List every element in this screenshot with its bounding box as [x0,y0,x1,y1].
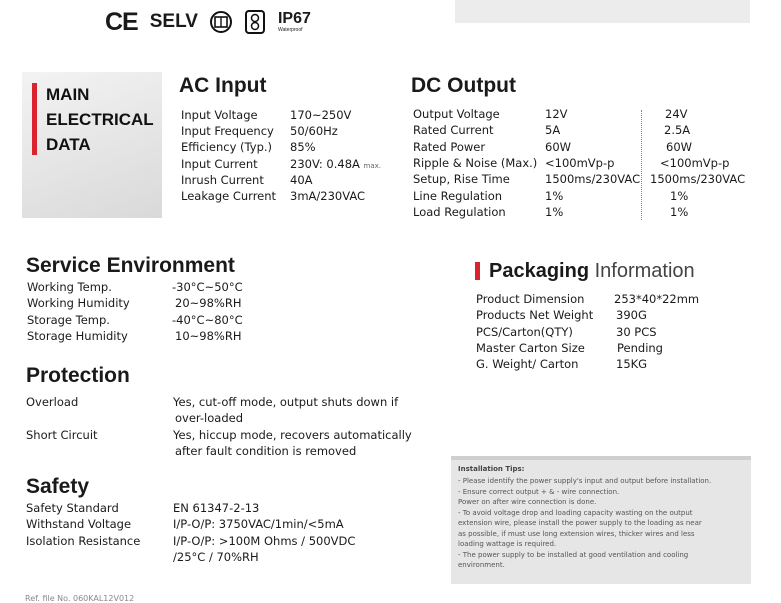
env-row-value: -40°C~80°C [172,313,243,327]
pkg-row-value: 15KG [616,357,648,371]
reference-file-number: Ref. file No. 060KAL12V012 [25,594,135,603]
ac-row-label: Input Frequency [181,124,274,138]
installation-tips-box [451,456,751,584]
protection-row-label: Overload [26,395,79,409]
ac-row-note: max. [363,162,382,170]
ip-rating-sub: Waterproof [277,27,303,33]
pkg-row-value: 253*40*22mm [614,292,700,306]
pkg-row-value: 30 PCS [616,325,657,339]
dc-row-value-12v: 1% [545,189,564,203]
packaging-title-light: Information [594,260,695,282]
dc-row-value-24v: 2.5A [664,123,691,137]
dc-row-label: Ripple & Noise (Max.) [413,156,538,170]
dc-row-label: Load Regulation [413,205,506,219]
main-box-line: ELECTRICAL [46,110,154,129]
safety-row-value: I/P-O/P: 3750VAC/1min/<5mA [173,517,344,531]
dc-row-value-24v: 24V [665,107,688,121]
dc-row-value-12v: 1% [545,205,564,219]
main-electrical-data-box [22,72,162,218]
selv-mark: SELV [149,11,198,32]
ac-row-value: 50/60Hz [290,124,338,138]
safety-row-value: EN 61347-2-13 [173,501,260,515]
tips-line: environment. [458,561,505,569]
dc-row-value-12v: 60W [545,140,572,154]
dc-row-value-24v: 60W [666,140,693,154]
tips-line: - Please identify the power supply's input and output before installation. [458,477,712,485]
ac-input-title: AC Input [179,74,267,97]
dc-row-label: Rated Current [413,123,494,137]
env-row-label: Working Temp. [27,280,112,294]
pkg-row-label: Product Dimension [476,292,585,306]
dc-row-value-24v: 1% [670,205,689,219]
dc-row-value-24v: 1500ms/230VAC [650,172,746,186]
dc-row-value-24v: <100mVp-p [660,156,730,170]
ac-row-label: Leakage Current [181,189,277,203]
packaging-title [489,260,695,283]
dc-row-value-12v: <100mVp-p [545,156,615,170]
dc-row-label: Output Voltage [413,107,500,121]
tips-line: as possible, if must use long extension wires, thicker wires and less [458,530,695,538]
ac-row-label: Input Current [181,157,258,171]
pkg-row-label: Products Net Weight [476,308,594,322]
dc-row-label: Line Regulation [413,189,503,203]
pkg-row-label: G. Weight/ Carton [476,357,579,371]
certification-marks [105,8,311,36]
ac-row-value: 85% [290,140,316,154]
ip-rating-value: IP67 [277,10,311,27]
dc-row-value-12v: 12V [545,107,568,121]
env-row-label: Working Humidity [27,296,130,310]
pkg-row-label: Master Carton Size [476,341,585,355]
safety-row-label: Withstand Voltage [26,517,132,531]
env-row-value: 20~98%RH [175,296,242,310]
tips-line: Power on after wire connection is done. [458,498,597,506]
env-row-label: Storage Temp. [27,313,110,327]
tips-line: loading wattage is required. [458,540,557,548]
pkg-row-value: Pending [617,341,663,355]
top-grey-box [455,0,750,23]
main-box-title [46,82,154,157]
pkg-row-label: PCS/Carton(QTY) [476,325,573,339]
dc-row-label: Rated Power [413,140,486,154]
ip-rating [278,11,311,33]
dc-column-divider [641,110,642,220]
packaging-title-bold: Packaging [489,260,590,282]
protection-title: Protection [26,364,130,387]
main-box-line: DATA [46,135,91,154]
env-row-value: -30°C~50°C [172,280,243,294]
ac-row-value: 170~250V [290,108,352,122]
ce-mark: CE [105,7,138,36]
safety-row-value: I/P-O/P: >100M Ohms / 500VDC [173,534,356,548]
safety-row-label: Safety Standard [26,501,119,515]
ac-row-value: 3mA/230VAC [290,189,366,203]
pkg-row-value: 390G [616,308,647,322]
ac-row-value-text: 230V: 0.48A [290,157,360,171]
env-row-label: Storage Humidity [27,329,128,343]
service-environment-title: Service Environment [26,254,235,277]
transformer-safety-icon [244,9,266,35]
dc-row-label: Setup, Rise Time [413,172,510,186]
ac-row-label: Inrush Current [181,173,264,187]
safety-row-label: Isolation Resistance [26,534,141,548]
tips-line: - The power supply to be installed at good ventilation and cooling [458,551,689,559]
red-accent-bar [32,83,37,155]
env-row-value: 10~98%RH [175,329,242,343]
packaging-red-bar [475,262,480,280]
safety-title: Safety [26,475,90,498]
tips-line: extension wire, please install the power supply to the loading as near [458,519,702,527]
double-insulation-icon [208,10,234,34]
dc-output-title: DC Output [411,74,516,97]
protection-row-value: Yes, cut-off mode, output shuts down if [173,395,399,409]
dc-row-value-24v: 1% [670,189,689,203]
protection-row-label: Short Circuit [26,428,98,442]
tips-line: - To avoid voltage drop and loading capacity wasting on the output [458,509,693,517]
ac-row-value: 40A [290,173,313,187]
tips-line: - Ensure correct output + & - wire connection. [458,488,620,496]
safety-row-value-cont: /25°C / 70%RH [173,550,259,564]
ac-row-label: Efficiency (Typ.) [181,140,273,154]
protection-row-value-cont: over-loaded [175,411,244,425]
protection-row-value-cont: after fault condition is removed [175,444,357,458]
protection-row-value: Yes, hiccup mode, recovers automatically [173,428,412,442]
dc-row-value-12v: 1500ms/230VAC [545,172,641,186]
main-box-line: MAIN [46,85,90,104]
dc-row-value-12v: 5A [545,123,561,137]
tips-title: Installation Tips: [458,465,525,473]
ac-row-label: Input Voltage [181,108,258,122]
